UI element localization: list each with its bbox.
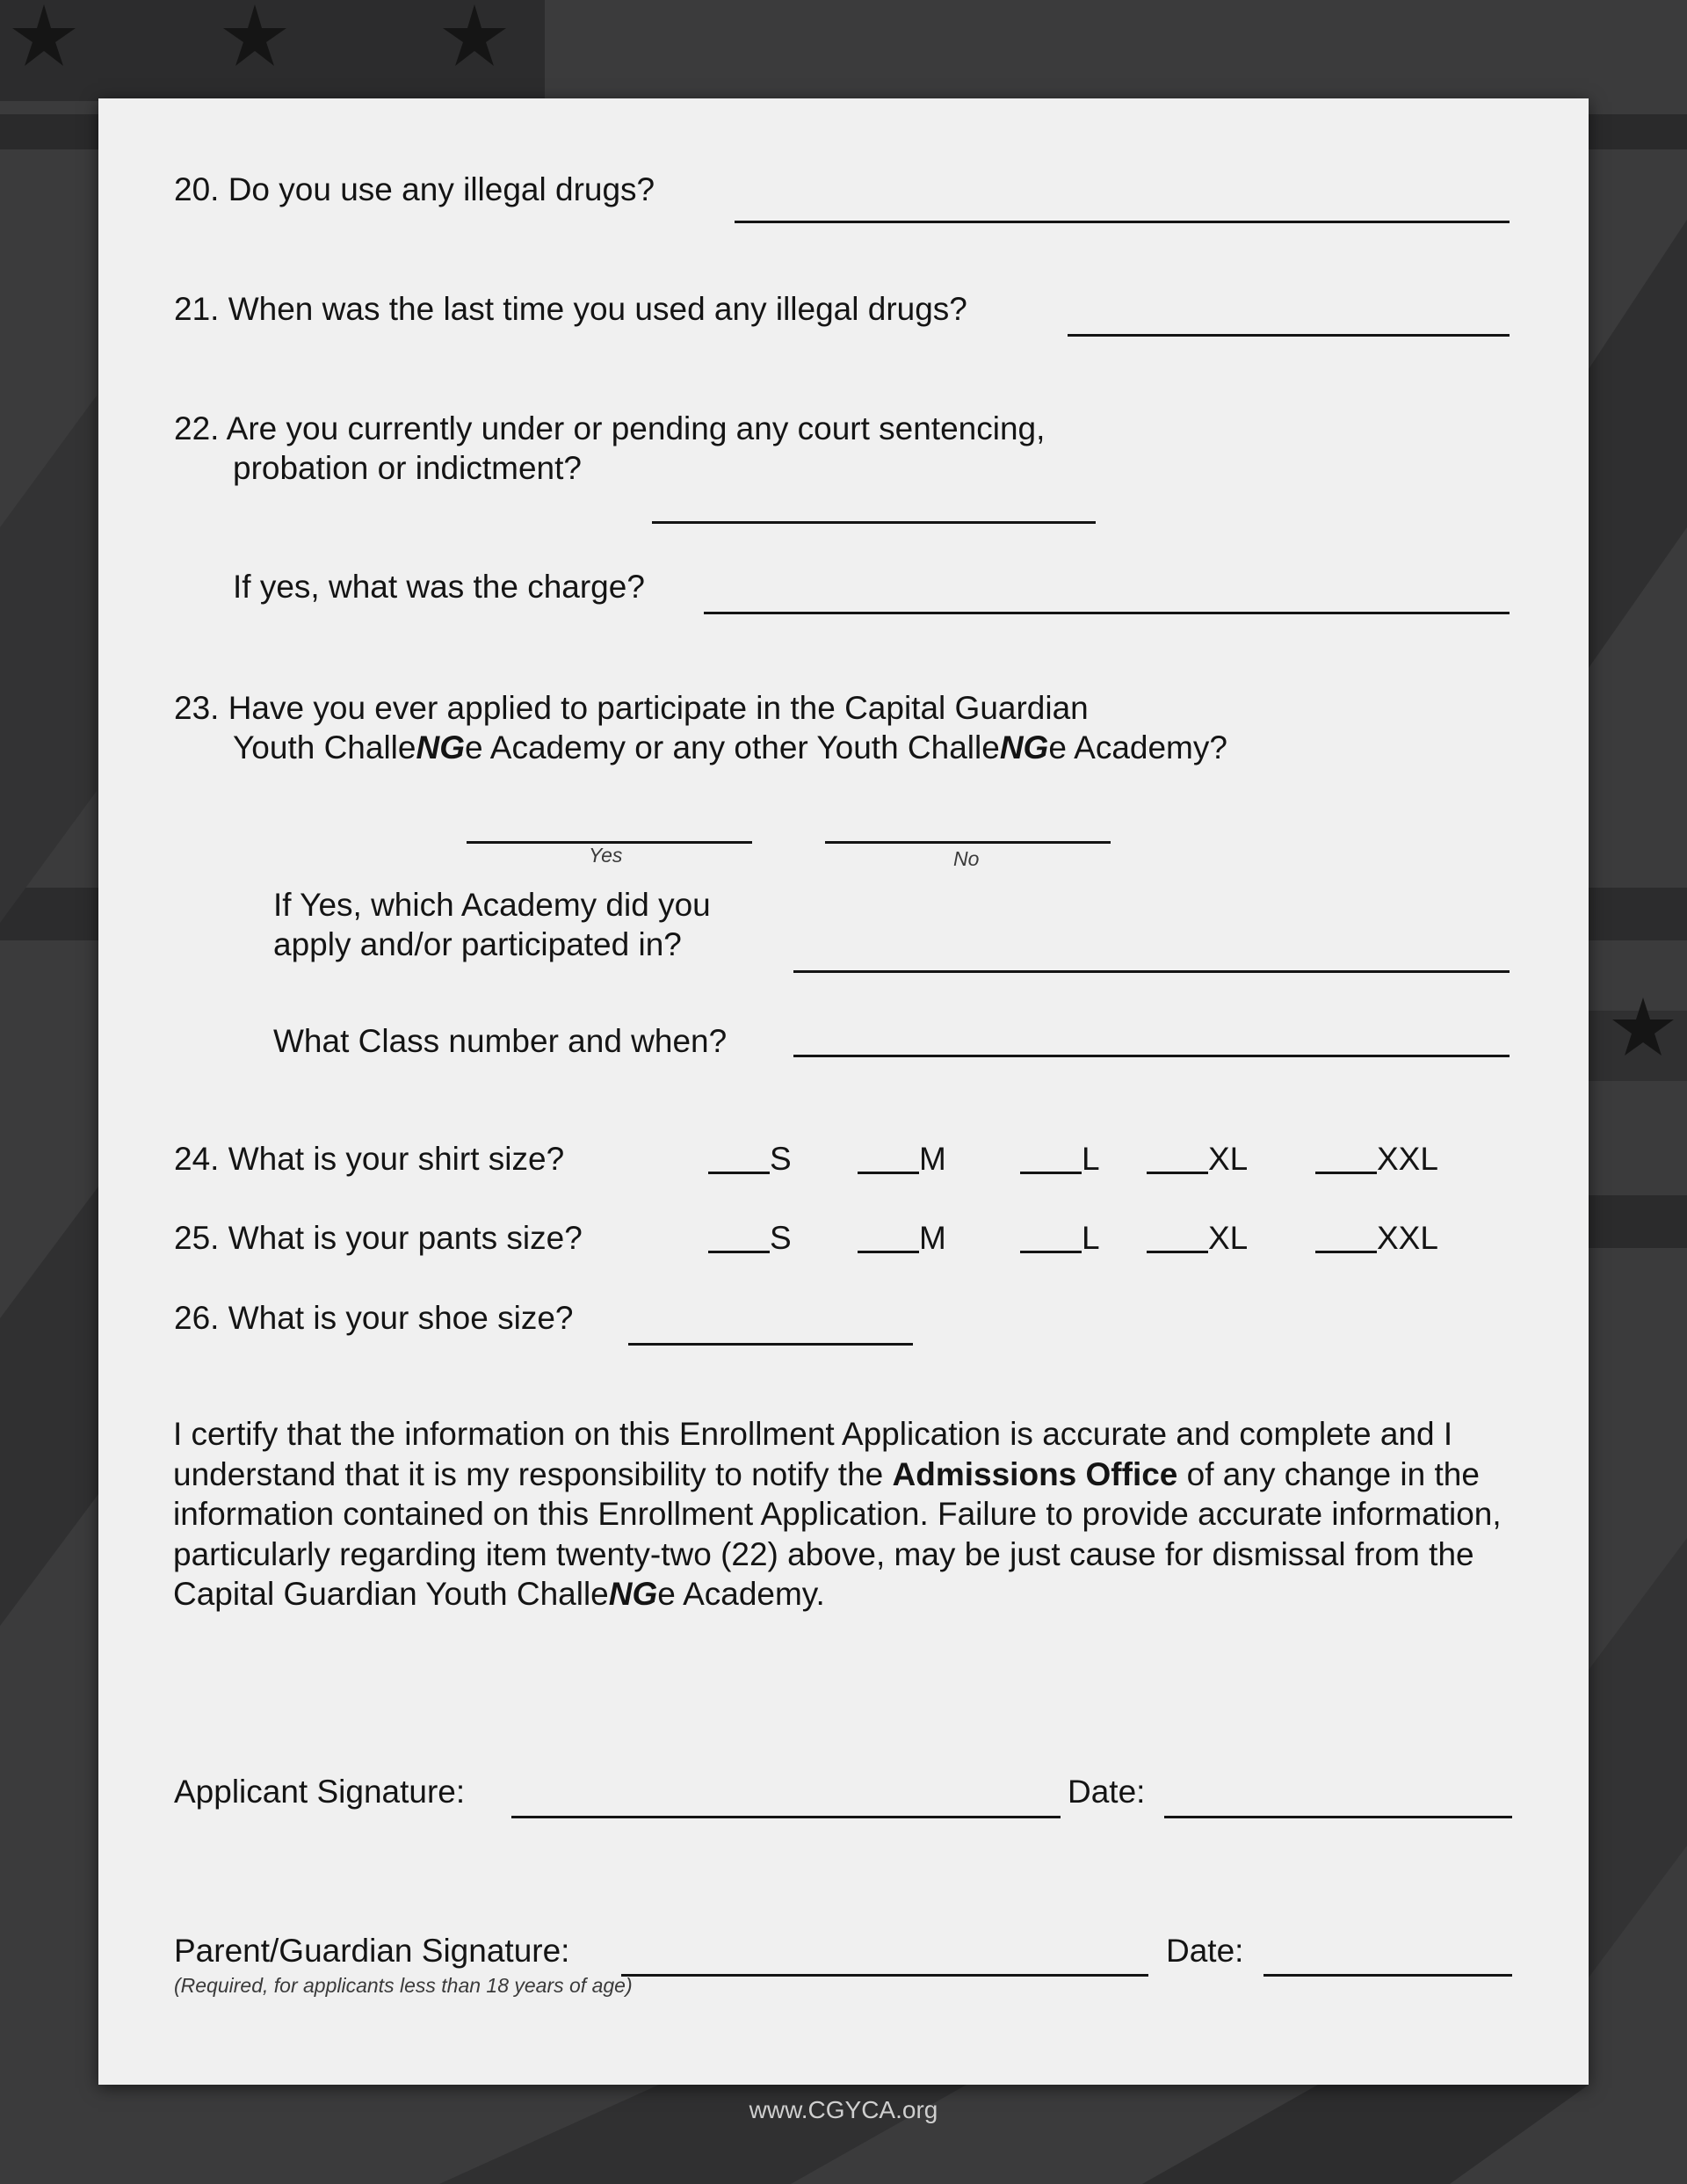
applicant-signature-label: Applicant Signature:: [174, 1774, 466, 1810]
parent-signature-line[interactable]: [621, 1974, 1148, 1977]
question-22-label-line2: probation or indictment?: [233, 450, 582, 486]
question-23-no-label: No: [953, 847, 980, 870]
parent-signature-note: (Required, for applicants less than 18 years of age): [174, 1974, 633, 1997]
question-22-charge-label: If yes, what was the charge?: [233, 569, 645, 605]
question-20-label: 20. Do you use any illegal drugs?: [174, 171, 655, 207]
question-23-class-line[interactable]: [793, 1055, 1510, 1057]
parent-date-line[interactable]: [1263, 1974, 1512, 1977]
question-23-which-line2: apply and/or participated in?: [273, 926, 682, 962]
parent-date-label: Date:: [1166, 1933, 1244, 1969]
applicant-date-label: Date:: [1068, 1774, 1146, 1810]
question-25-label: 25. What is your pants size?: [174, 1220, 583, 1256]
question-20-answer-line[interactable]: [735, 221, 1510, 223]
applicant-signature-line[interactable]: [511, 1816, 1061, 1818]
question-23-no-line[interactable]: [825, 841, 1111, 844]
question-26-label: 26. What is your shoe size?: [174, 1300, 574, 1336]
form-page: 20. Do you use any illegal drugs? 21. When was the last time you used any illegal drugs? 22. Are you currently under or pending any court sentencing, probation or indictment? If yes, what was the charge? 23. Have you ever applied to participate in the Capital Guardian Youth ChalleNGe Academy or any other Youth ChalleNGe Academy? Yes No If Yes, which Academy did you apply and/or participated in? What Class number and when? 24. What is your shirt size? S M L XL XXL 25. What is your pants size? S M L XL XXL 26. What is your shoe size? I certify that the information on this Enrollment Application is accurate and complete and I understand that it is my responsibility to notify the Admissions Office of any change in the information contained on this Enrollment Application. Failure to provide accurate information, particularly regarding item twenty-two (22) above, may be just cause for dismissal from the Capital Guardian Youth ChalleNGe Academy. Applicant Signature: Date: Parent/Guardian Signature: Date: (Required, for applicants less than 18 years of age): [98, 98, 1589, 2085]
question-21-answer-line[interactable]: [1068, 334, 1510, 337]
question-23-class-label: What Class number and when?: [273, 1023, 728, 1059]
footer-url[interactable]: www.CGYCA.org: [749, 2096, 938, 2123]
question-23-yes-label: Yes: [589, 844, 623, 867]
certification-statement: I certify that the information on this Enrollment Application is accurate and complete and I understand that it is my responsibility to notify the Admissions Office of any change in the information contained on this Enrollment Application. Failure to provide accurate information, particularly regarding item twenty-two (22) above, may be just cause for dismissal from the Capital Guardian Youth ChalleNGe Academy.: [173, 1416, 1502, 1612]
question-22-answer-line[interactable]: [652, 521, 1096, 524]
question-24-label: 24. What is your shirt size?: [174, 1141, 565, 1177]
question-26-answer-line[interactable]: [628, 1343, 913, 1346]
question-22-charge-line[interactable]: [704, 612, 1510, 614]
question-23-academy-line[interactable]: [793, 970, 1510, 973]
applicant-date-line[interactable]: [1164, 1816, 1512, 1818]
question-23-which-line1: If Yes, which Academy did you: [273, 887, 711, 923]
question-23-label-line1: 23. Have you ever applied to participate in the Capital Guardian: [174, 690, 1089, 726]
parent-signature-label: Parent/Guardian Signature:: [174, 1933, 570, 1969]
question-23-label-line2: Youth ChalleNGe Academy or any other Youth ChalleNGe Academy?: [233, 729, 1227, 765]
question-22-label-line1: 22. Are you currently under or pending any court sentencing,: [174, 410, 1046, 446]
question-21-label: 21. When was the last time you used any illegal drugs?: [174, 291, 967, 327]
